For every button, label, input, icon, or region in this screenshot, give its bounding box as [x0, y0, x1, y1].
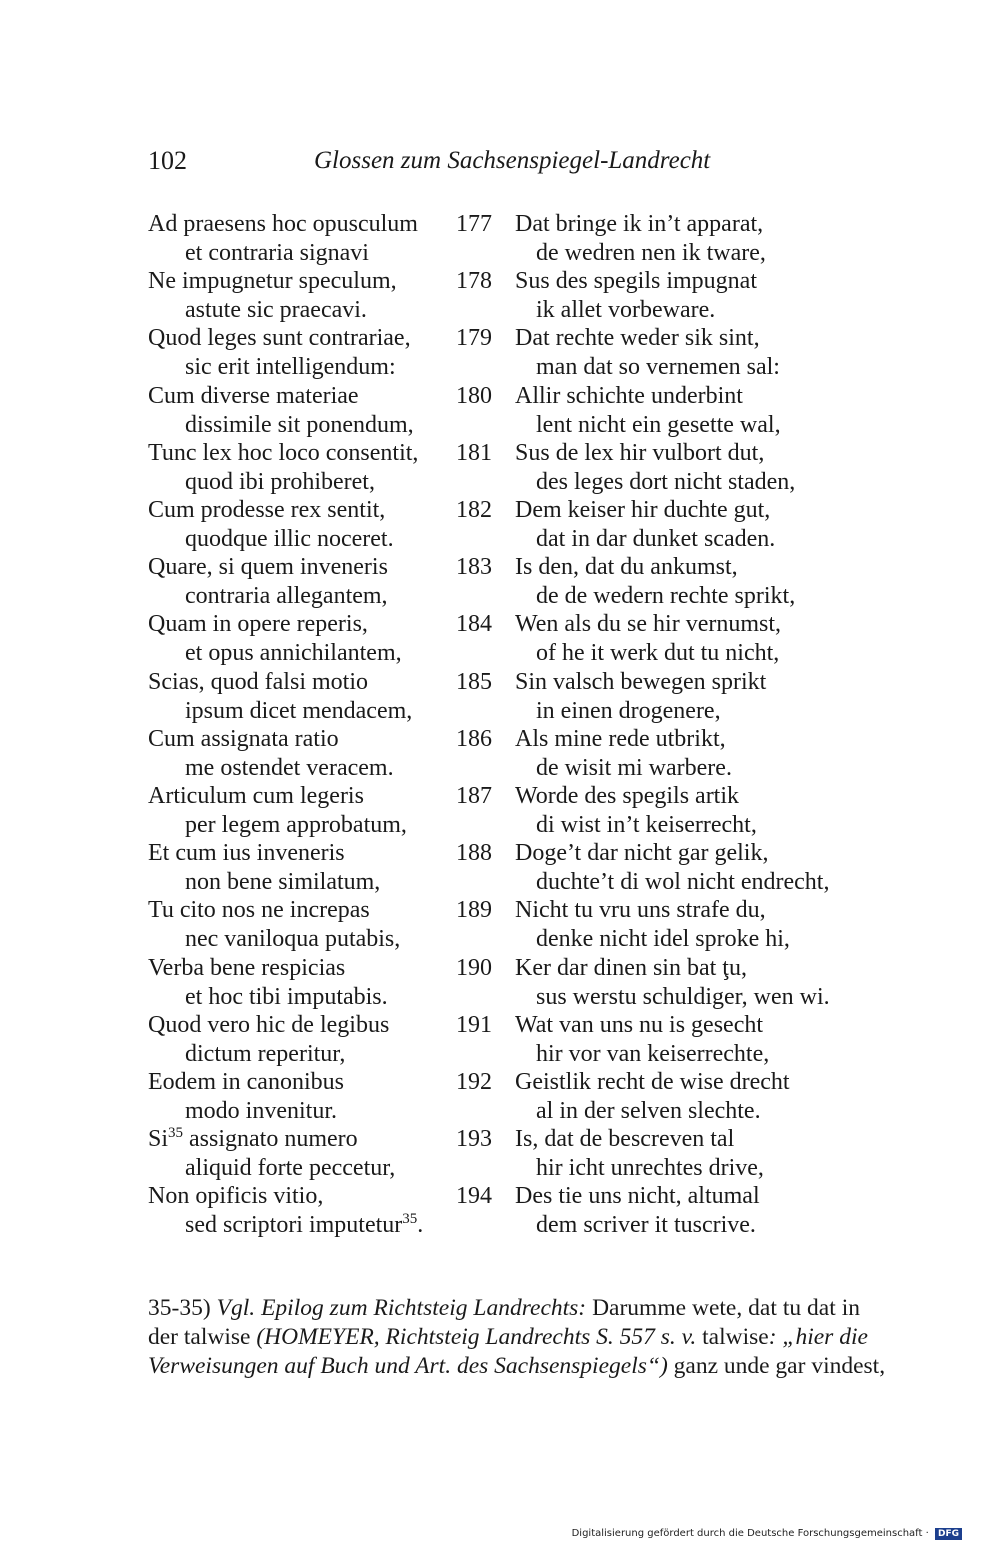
- stanza: [0, 1182, 1000, 1240]
- german-verse-line-indented: lent nicht ein gesette wal,: [536, 411, 781, 438]
- latin-verse-line-indented: contraria allegantem,: [185, 583, 388, 610]
- verse-number: 192: [456, 1069, 492, 1095]
- stanza: [0, 896, 1000, 954]
- german-verse-line-indented: de wedren nen ik tware,: [536, 240, 766, 266]
- verse-number: 189: [456, 897, 492, 924]
- verse-number: 191: [456, 1011, 492, 1038]
- stanza: [0, 324, 1000, 382]
- stanza: [0, 553, 1000, 611]
- verse-number: 180: [456, 382, 492, 409]
- verse-number: 190: [456, 954, 492, 981]
- german-verse-line: Dat bringe ik in’t apparat,: [515, 211, 764, 237]
- verse-number: 179: [456, 325, 492, 352]
- latin-verse-line: Quod leges sunt contrariae,: [148, 325, 411, 352]
- latin-verse-line-indented: me ostendet veracem.: [185, 754, 394, 781]
- german-verse-line: Dem keiser hir duchte gut,: [515, 497, 771, 523]
- german-verse-line-indented: of he it werk dut tu nicht,: [536, 640, 780, 667]
- latin-verse-line-indented: sic erit intelligendum:: [185, 354, 396, 381]
- german-verse-line-indented: man dat so vernemen sal:: [536, 354, 780, 381]
- german-verse-line-indented: dat in dar dunket scaden.: [536, 526, 776, 552]
- stanza: [0, 782, 1000, 840]
- digitization-notice: Digitalisierung gefördert durch die Deutsche Forschungsgemeinschaft · DFG: [572, 1528, 962, 1540]
- latin-verse-line-indented: aliquid forte peccetur,: [185, 1155, 396, 1182]
- german-verse-line: Is den, dat du ankumst,: [515, 554, 738, 581]
- stanza: [0, 382, 1000, 440]
- german-verse-line-indented: des leges dort nicht staden,: [536, 468, 796, 495]
- stanza: [0, 725, 1000, 783]
- latin-verse-line-indented: quod ibi prohiberet,: [185, 468, 375, 495]
- stanza: [0, 1011, 1000, 1069]
- verse-number: 188: [456, 840, 492, 867]
- latin-verse-line-indented: ipsum dicet mendacem,: [185, 697, 413, 724]
- stanza: [0, 839, 1000, 897]
- latin-verse-line: Ne impugnetur speculum,: [148, 268, 397, 295]
- german-verse-line: Sus des spegils impugnat: [515, 268, 758, 295]
- german-verse-line-indented: duchte’t di wol nicht endrecht,: [536, 869, 830, 896]
- german-verse-line: Is, dat de bescreven tal: [515, 1126, 735, 1153]
- german-verse-line: Dat rechte weder sik sint,: [515, 325, 760, 352]
- german-verse-line-indented: in einen drogenere,: [536, 697, 721, 724]
- latin-verse-line: Non opificis vitio,: [148, 1183, 324, 1210]
- latin-verse-line: Cum diverse materiae: [148, 382, 359, 409]
- german-verse-line-indented: hir vor van keiserrechte,: [536, 1040, 770, 1067]
- stanza: [0, 610, 1000, 668]
- latin-verse-line-indented: et contraria signavi: [185, 240, 369, 266]
- german-verse-line: Wen als du se hir vernumst,: [515, 611, 782, 638]
- verse-number: 183: [456, 554, 492, 581]
- german-verse-line: Wat van uns nu is gesecht: [515, 1011, 764, 1038]
- footnote-line: 35-35) Vgl. Epilog zum Richtsteig Landrechts: Darumme wete, dat tu dat in: [148, 1295, 860, 1321]
- latin-verse-line-indented: non bene similatum,: [185, 869, 381, 896]
- german-verse-line: Geistlik recht de wise drecht: [515, 1069, 790, 1095]
- latin-verse-line: Cum assignata ratio: [148, 725, 339, 752]
- latin-verse-line-indented: per legem approbatum,: [185, 812, 407, 838]
- stanza: [0, 1125, 1000, 1183]
- stanza: [0, 668, 1000, 726]
- latin-verse-line: Articulum cum legeris: [148, 783, 364, 809]
- latin-verse-line-indented: quodque illic noceret.: [185, 526, 394, 552]
- stanza: [0, 210, 1000, 268]
- footnote-marker: 35: [168, 1125, 184, 1142]
- german-verse-line-indented: dem scriver it tuscrive.: [536, 1212, 756, 1239]
- german-verse-line-indented: sus werstu schuldiger, wen wi.: [536, 983, 830, 1010]
- stanza: [0, 267, 1000, 325]
- latin-verse-line-indented: modo invenitur.: [185, 1098, 337, 1124]
- verse-number: 194: [456, 1183, 492, 1210]
- latin-verse-line: Quare, si quem inveneris: [148, 554, 388, 581]
- running-title: Glossen zum Sachsenspiegel-Landrecht: [314, 147, 711, 174]
- page-number: 102: [148, 146, 187, 175]
- verse-number: 177: [456, 211, 492, 237]
- verse-number: 184: [456, 611, 492, 638]
- latin-verse-line: Cum prodesse rex sentit,: [148, 497, 386, 523]
- stanza: [0, 496, 1000, 554]
- verse-number: 193: [456, 1126, 492, 1153]
- stanza: [0, 954, 1000, 1012]
- german-verse-line: Worde des spegils artik: [515, 783, 740, 809]
- footnote: [148, 1294, 886, 1381]
- verse-number: 182: [456, 497, 492, 523]
- german-verse-line-indented: denke nicht idel sproke hi,: [536, 926, 790, 953]
- latin-verse-line: Tu cito nos ne increpas: [148, 897, 370, 924]
- latin-verse-line-indented: dictum reperitur,: [185, 1040, 346, 1067]
- latin-verse-line-indented: sed scriptori imputetur$^{35}$.: [185, 1211, 424, 1239]
- german-verse-line-indented: ik allet vorbeware.: [536, 297, 716, 324]
- dfg-logo: DFG: [935, 1528, 962, 1540]
- german-verse-line: Als mine rede utbrikt,: [515, 725, 726, 752]
- latin-verse-line: Tunc lex hoc loco consentit,: [148, 439, 419, 466]
- german-verse-line-indented: di wist in’t keiserrecht,: [536, 812, 757, 838]
- latin-verse-line-indented: nec vaniloqua putabis,: [185, 926, 401, 953]
- verse-number: 178: [456, 268, 492, 295]
- footnote-line: der talwise (HOMEYER, Richtsteig Landrechts S. 557 s. v. talwise: „hier die: [148, 1324, 868, 1350]
- verse-number: 181: [456, 439, 492, 466]
- german-verse-line: Ker dar dinen sin bat ţu,: [515, 954, 747, 981]
- footnote-marker: 35: [402, 1211, 418, 1228]
- footnote-line: Verweisungen auf Buch und Art. des Sachsenspiegels“) ganz unde gar vindest,: [148, 1353, 886, 1379]
- german-verse-line: Nicht tu vru uns strafe du,: [515, 897, 766, 924]
- latin-verse-line-indented: et hoc tibi imputabis.: [185, 983, 388, 1010]
- latin-verse-line: Verba bene respicias: [148, 954, 346, 981]
- german-verse-line-indented: de de wedern rechte sprikt,: [536, 583, 796, 610]
- german-verse-line-indented: hir icht unrechtes drive,: [536, 1155, 764, 1182]
- verse-number: 187: [456, 783, 492, 809]
- stanza: [0, 439, 1000, 497]
- latin-verse-line-indented: et opus annichilantem,: [185, 640, 402, 667]
- german-verse-line-indented: de wisit mi warbere.: [536, 754, 732, 781]
- german-verse-line: Sus de lex hir vulbort dut,: [515, 439, 765, 466]
- latin-verse-line: Et cum ius inveneris: [148, 840, 345, 867]
- german-verse-line: Doge’t dar nicht gar gelik,: [515, 840, 769, 867]
- latin-verse-line: Quod vero hic de legibus: [148, 1011, 390, 1038]
- german-verse-line: Allir schichte underbint: [515, 382, 743, 409]
- german-verse-line: Sin valsch bewegen sprikt: [515, 668, 767, 695]
- latin-verse-line-indented: astute sic praecavi.: [185, 297, 367, 324]
- latin-verse-line-indented: dissimile sit ponendum,: [185, 411, 414, 438]
- latin-verse-line: Quam in opere reperis,: [148, 611, 368, 638]
- verse-number: 185: [456, 668, 492, 695]
- stanza: [0, 1068, 1000, 1126]
- latin-verse-line: Ad praesens hoc opusculum: [148, 211, 418, 237]
- latin-verse-line: Eodem in canonibus: [148, 1069, 344, 1095]
- german-verse-line-indented: al in der selven slechte.: [536, 1098, 761, 1124]
- latin-verse-line: Scias, quod falsi motio: [148, 668, 368, 695]
- verse-number: 186: [456, 725, 492, 752]
- latin-verse-line: Si$^{35}$ assignato numero: [148, 1125, 358, 1153]
- german-verse-line: Des tie uns nicht, altumal: [515, 1183, 760, 1210]
